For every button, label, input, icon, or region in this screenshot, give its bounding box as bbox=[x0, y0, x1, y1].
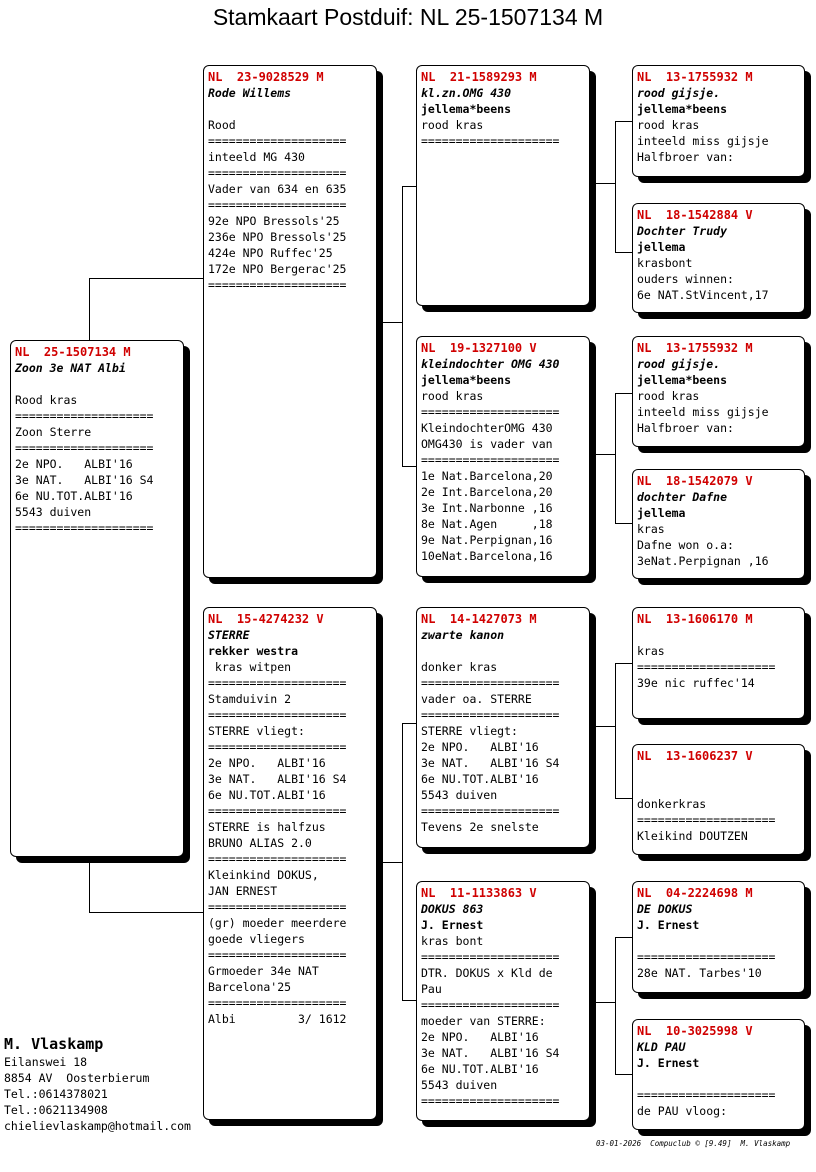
info-line: inteeld miss gijsje bbox=[637, 405, 769, 419]
connector-line bbox=[615, 523, 633, 524]
connector-line bbox=[615, 937, 616, 1075]
ring-number: NL 25-1507134 M bbox=[15, 345, 131, 359]
breeder-name: rekker westra bbox=[208, 644, 299, 658]
ring-number: NL 11-1133863 V bbox=[421, 886, 537, 900]
info-line: ==================== bbox=[421, 950, 560, 964]
info-line: Kleikind DOUTZEN bbox=[637, 829, 748, 843]
info-line: DTR. DOKUS x Kld de bbox=[421, 966, 553, 980]
info-line: 9e Nat.Perpignan,16 bbox=[421, 533, 553, 547]
pigeon-name: DE DOKUS bbox=[637, 902, 693, 916]
connector-line bbox=[596, 1002, 615, 1003]
info-line: 2e Int.Barcelona,20 bbox=[421, 485, 553, 499]
connector-line bbox=[89, 912, 204, 913]
info-line: ==================== bbox=[15, 521, 154, 535]
info-line: BRUNO ALIAS 2.0 bbox=[208, 836, 312, 850]
info-line: Albi 3/ 1612 bbox=[208, 1012, 347, 1026]
info-line: ==================== bbox=[421, 405, 560, 419]
info-line: ==================== bbox=[208, 708, 347, 722]
info-line: ==================== bbox=[208, 198, 347, 212]
info-line bbox=[637, 1071, 800, 1087]
owner-info bbox=[4, 1034, 191, 1134]
info-line: 8e Nat.Agen ,18 bbox=[421, 517, 553, 531]
pigeon-card-great-grandparent-4 bbox=[632, 469, 805, 579]
info-line: ==================== bbox=[421, 998, 560, 1012]
info-line bbox=[637, 627, 800, 643]
info-line: ==================== bbox=[208, 134, 347, 148]
info-line: 10eNat.Barcelona,16 bbox=[421, 549, 553, 563]
ring-number: NL 13-1606170 M bbox=[637, 612, 753, 626]
pigeon-card-great-grandparent-8 bbox=[632, 1019, 805, 1130]
connector-line bbox=[402, 723, 403, 1001]
info-line: STERRE vliegt: bbox=[421, 724, 518, 738]
info-line: 6e NU.TOT.ALBI'16 bbox=[15, 489, 133, 503]
info-line: 5543 duiven bbox=[15, 505, 92, 519]
owner-phone: Tel.:0614378021 bbox=[4, 1087, 108, 1101]
connector-line bbox=[89, 857, 90, 912]
info-line: inteeld miss gijsje bbox=[637, 134, 769, 148]
info-line bbox=[421, 643, 585, 659]
connector-line bbox=[402, 186, 403, 467]
info-line: kras bont bbox=[421, 934, 484, 948]
info-line: STERRE vliegt: bbox=[208, 724, 305, 738]
owner-postcode: 8854 AV Oosterbierum bbox=[4, 1071, 150, 1085]
info-line: vader oa. STERRE bbox=[421, 692, 532, 706]
ring-number: NL 04-2224698 M bbox=[637, 886, 753, 900]
pigeon-card-paternal-grandmother bbox=[416, 336, 590, 577]
info-line: 1e Nat.Barcelona,20 bbox=[421, 469, 553, 483]
info-line: 3eNat.Perpignan ,16 bbox=[637, 554, 769, 568]
connector-line bbox=[402, 466, 417, 467]
info-line: Vader van 634 en 635 bbox=[208, 182, 347, 196]
pigeon-card-great-grandparent-2 bbox=[632, 203, 805, 313]
connector-line bbox=[402, 723, 417, 724]
pigeon-name: STERRE bbox=[208, 628, 250, 642]
info-line: ==================== bbox=[421, 804, 560, 818]
info-line: KleindochterOMG 430 bbox=[421, 421, 553, 435]
info-line bbox=[208, 101, 372, 117]
connector-line bbox=[615, 393, 633, 394]
pigeon-name: Zoon 3e NAT Albi bbox=[15, 361, 126, 375]
pigeon-card-mother bbox=[203, 607, 377, 1120]
info-line: 28e NAT. Tarbes'10 bbox=[637, 966, 762, 980]
pigeon-name: kleindochter OMG 430 bbox=[421, 357, 560, 371]
breeder-name: jellema bbox=[637, 240, 686, 254]
info-line: rood kras bbox=[421, 389, 484, 403]
info-line bbox=[637, 933, 800, 949]
connector-line bbox=[615, 937, 633, 938]
info-line: 236e NPO Bressols'25 bbox=[208, 230, 347, 244]
info-line: 6e NAT.StVincent,17 bbox=[637, 288, 769, 302]
breeder-name: jellema*beens bbox=[421, 102, 512, 116]
info-line bbox=[637, 764, 800, 780]
info-line: Halfbroer van: bbox=[637, 150, 734, 164]
info-line: ==================== bbox=[421, 708, 560, 722]
pigeon-card-maternal-grandfather bbox=[416, 607, 590, 848]
owner-address: Eilanswei 18 bbox=[4, 1055, 88, 1069]
ring-number: NL 18-1542884 V bbox=[637, 208, 753, 222]
info-line bbox=[15, 376, 179, 392]
pigeon-name: KLD PAU bbox=[637, 1040, 686, 1054]
info-line: ==================== bbox=[15, 409, 154, 423]
info-line: ==================== bbox=[637, 813, 776, 827]
info-line: ouders winnen: bbox=[637, 272, 734, 286]
breeder-name: J. Ernest bbox=[637, 918, 700, 932]
connector-line bbox=[615, 121, 616, 253]
connector-line bbox=[615, 663, 633, 664]
ring-number: NL 13-1755932 M bbox=[637, 341, 753, 355]
ring-number: NL 13-1755932 M bbox=[637, 70, 753, 84]
pigeon-card-maternal-grandmother bbox=[416, 881, 590, 1121]
info-line: kras bbox=[637, 522, 665, 536]
pigeon-name: zwarte kanon bbox=[421, 628, 505, 642]
info-line: 424e NPO Ruffec'25 bbox=[208, 246, 333, 260]
info-line: 3e NAT. ALBI'16 S4 bbox=[421, 1046, 560, 1060]
info-line: krasbont bbox=[637, 256, 693, 270]
pigeon-name: Rode Willems bbox=[208, 86, 292, 100]
ring-number: NL 13-1606237 V bbox=[637, 749, 753, 763]
info-line: Barcelona'25 bbox=[208, 980, 292, 994]
info-line: 2e NPO. ALBI'16 bbox=[421, 1030, 539, 1044]
connector-line bbox=[615, 1074, 633, 1075]
connector-line bbox=[615, 393, 616, 524]
info-line: ==================== bbox=[208, 852, 347, 866]
breeder-name: jellema*beens bbox=[421, 373, 512, 387]
pigeon-card-great-grandparent-3 bbox=[632, 336, 805, 447]
owner-phone: Tel.:0621134908 bbox=[4, 1103, 108, 1117]
info-line: ==================== bbox=[637, 660, 776, 674]
info-line: OMG430 is vader van bbox=[421, 437, 553, 451]
info-line: Tevens 2e snelste bbox=[421, 820, 539, 834]
ring-number: NL 10-3025998 V bbox=[637, 1024, 753, 1038]
info-line: STERRE is halfzus bbox=[208, 820, 326, 834]
info-line: ==================== bbox=[208, 804, 347, 818]
info-line: Rood bbox=[208, 118, 236, 132]
connector-line bbox=[383, 862, 402, 863]
info-line: 3e Int.Narbonne ,16 bbox=[421, 501, 553, 515]
info-line: 6e NU.TOT.ALBI'16 bbox=[421, 1062, 539, 1076]
info-line: Kleinkind DOKUS, bbox=[208, 868, 319, 882]
info-line: Pau bbox=[421, 982, 442, 996]
info-line: ==================== bbox=[421, 453, 560, 467]
info-line: goede vliegers bbox=[208, 932, 305, 946]
info-line: Stamduivin 2 bbox=[208, 692, 292, 706]
info-line: JAN ERNEST bbox=[208, 884, 278, 898]
breeder-name: jellema*beens bbox=[637, 373, 728, 387]
info-line: moeder van STERRE: bbox=[421, 1014, 546, 1028]
info-line: Rood kras bbox=[15, 393, 78, 407]
breeder-name: J. Ernest bbox=[421, 918, 484, 932]
pigeon-name: DOKUS 863 bbox=[421, 902, 484, 916]
ring-number: NL 18-1542079 V bbox=[637, 474, 753, 488]
connector-line bbox=[615, 798, 633, 799]
info-line: ==================== bbox=[208, 996, 347, 1010]
pigeon-card-great-grandparent-6 bbox=[632, 744, 805, 855]
connector-line bbox=[89, 278, 90, 341]
breeder-name: jellema*beens bbox=[637, 102, 728, 116]
info-line: ==================== bbox=[421, 134, 560, 148]
info-line: kras witpen bbox=[208, 660, 292, 674]
info-line: ==================== bbox=[208, 900, 347, 914]
info-line: ==================== bbox=[208, 740, 347, 754]
info-line: (gr) moeder meerdere bbox=[208, 916, 347, 930]
owner-email: chielievlaskamp@hotmail.com bbox=[4, 1119, 191, 1133]
pigeon-name: rood gijsje. bbox=[637, 86, 721, 100]
info-line: 2e NPO. ALBI'16 bbox=[421, 740, 539, 754]
pigeon-name: Dochter Trudy bbox=[637, 224, 728, 238]
info-line: 39e nic ruffec'14 bbox=[637, 676, 755, 690]
connector-line bbox=[383, 322, 402, 323]
connector-line bbox=[596, 183, 615, 184]
ring-number: NL 19-1327100 V bbox=[421, 341, 537, 355]
pigeon-card-subject bbox=[10, 340, 184, 857]
connector-line bbox=[596, 454, 615, 455]
info-line: ==================== bbox=[637, 1088, 776, 1102]
info-line: rood kras bbox=[637, 118, 700, 132]
breeder-name: J. Ernest bbox=[637, 1056, 700, 1070]
info-line: inteeld MG 430 bbox=[208, 150, 305, 164]
info-line: donkerkras bbox=[637, 797, 707, 811]
page-title: Stamkaart Postduif: NL 25-1507134 M bbox=[212, 4, 604, 30]
owner-name: M. Vlaskamp bbox=[4, 1035, 104, 1053]
info-line: ==================== bbox=[208, 948, 347, 962]
ring-number: NL 23-9028529 M bbox=[208, 70, 324, 84]
connector-line bbox=[89, 278, 204, 279]
pigeon-card-great-grandparent-7 bbox=[632, 881, 805, 993]
ring-number: NL 21-1589293 M bbox=[421, 70, 537, 84]
info-line: kras bbox=[637, 644, 665, 658]
pigeon-name: rood gijsje. bbox=[637, 357, 721, 371]
breeder-name: jellema bbox=[637, 506, 686, 520]
info-line: 2e NPO. ALBI'16 bbox=[15, 457, 133, 471]
connector-line bbox=[596, 726, 615, 727]
info-line: 3e NAT. ALBI'16 S4 bbox=[208, 772, 347, 786]
info-line: rood kras bbox=[637, 389, 700, 403]
pigeon-card-great-grandparent-5 bbox=[632, 607, 805, 719]
info-line: ==================== bbox=[421, 676, 560, 690]
pigeon-card-paternal-grandfather bbox=[416, 65, 590, 306]
connector-line bbox=[615, 252, 633, 253]
info-line: 3e NAT. ALBI'16 S4 bbox=[15, 473, 154, 487]
info-line: 2e NPO. ALBI'16 bbox=[208, 756, 326, 770]
info-line: Zoon Sterre bbox=[15, 425, 92, 439]
info-line: 172e NPO Bergerac'25 bbox=[208, 262, 347, 276]
connector-line bbox=[402, 186, 417, 187]
info-line: ==================== bbox=[637, 950, 776, 964]
ring-number: NL 15-4274232 V bbox=[208, 612, 324, 626]
info-line: Dafne won o.a: bbox=[637, 538, 734, 552]
info-line: 3e NAT. ALBI'16 S4 bbox=[421, 756, 560, 770]
ring-number: NL 14-1427073 M bbox=[421, 612, 537, 626]
info-line: ==================== bbox=[208, 166, 347, 180]
info-line: de PAU vloog: bbox=[637, 1104, 728, 1118]
pigeon-name: dochter Dafne bbox=[637, 490, 728, 504]
footer-credit: 03-01-2026 Compuclub © [9.49] M. Vlaskamp bbox=[596, 1139, 791, 1148]
info-line: rood kras bbox=[421, 118, 484, 132]
info-line: donker kras bbox=[421, 660, 498, 674]
info-line: 5543 duiven bbox=[421, 788, 498, 802]
info-line: ==================== bbox=[15, 441, 154, 455]
info-line: 92e NPO Bressols'25 bbox=[208, 214, 340, 228]
connector-line bbox=[402, 1000, 417, 1001]
info-line: Halfbroer van: bbox=[637, 421, 734, 435]
info-line: ==================== bbox=[421, 1094, 560, 1108]
info-line: ==================== bbox=[208, 278, 347, 292]
connector-line bbox=[615, 121, 633, 122]
info-line: 6e NU.TOT.ALBI'16 bbox=[421, 772, 539, 786]
info-line: Grmoeder 34e NAT bbox=[208, 964, 319, 978]
pigeon-card-great-grandparent-1 bbox=[632, 65, 805, 177]
info-line: 6e NU.TOT.ALBI'16 bbox=[208, 788, 326, 802]
info-line bbox=[637, 780, 800, 796]
connector-line bbox=[615, 663, 616, 799]
info-line: ==================== bbox=[208, 676, 347, 690]
pigeon-name: kl.zn.OMG 430 bbox=[421, 86, 512, 100]
info-line: 5543 duiven bbox=[421, 1078, 498, 1092]
pigeon-card-father bbox=[203, 65, 377, 578]
